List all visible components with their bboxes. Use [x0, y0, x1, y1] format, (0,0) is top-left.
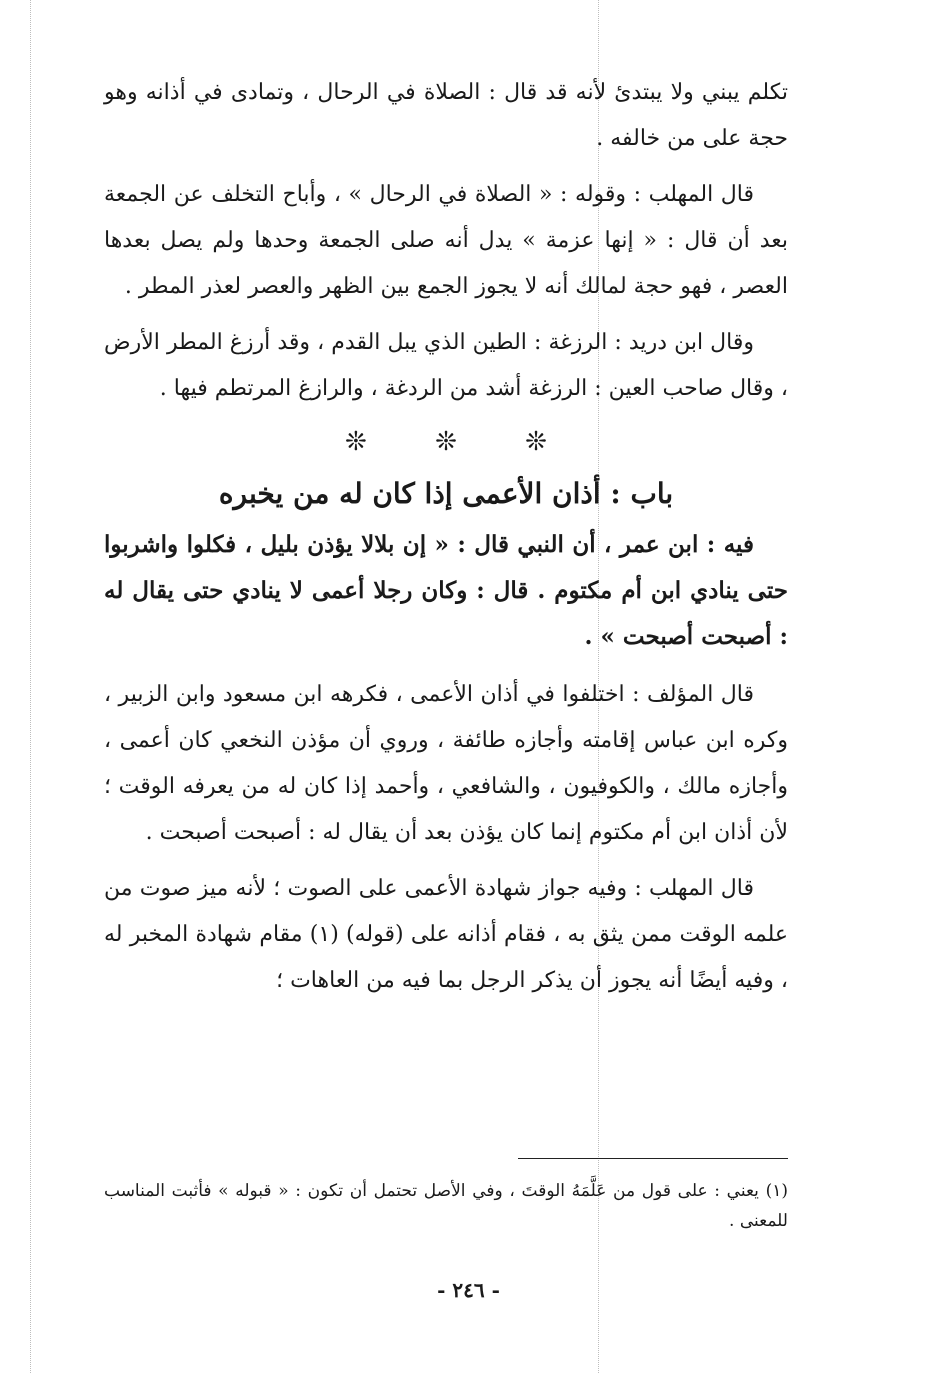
chapter-heading: باب : أذان الأعمى إذا كان له من يخبره: [218, 477, 674, 510]
paragraph-muhallab-commentary: قال المهلب : وفيه جواز شهادة الأعمى على الصوت ؛ لأنه ميز صوت من علمه الوقت ممن يثق به ، فقام أذانه على (قوله) (١) مقام شهادة المخبر له ، وفيه أيضًا أنه يجوز أن يذكر الرجل بما فيه من العاهات ؛: [104, 876, 788, 993]
paragraph-muhallab: قال المهلب : وقوله : « الصلاة في الرحال » ، وأباح التخلف عن الجمعة بعد أن قال : « إنها عزمة » يدل أنه صلى الجمعة وحدها ولم يصل بعدها العصر ، فهو حجة لمالك أنه لا يجوز الجمع بين الظهر والعصر لعذر المطر .: [104, 182, 788, 299]
section-separator: [104, 422, 788, 462]
paragraph-opening: تكلم يبني ولا يبتدئ لأنه قد قال : الصلاة في الرحال ، وتمادى في أذانه وهو حجة على من خالفه .: [104, 80, 788, 151]
separator-star-icon: ❊: [435, 427, 457, 457]
separator-star-icon: ❊: [525, 427, 547, 457]
page-body: [104, 70, 788, 1014]
footnote: (١) يعني : على قول من عَلَّمَهُ الوقتَ ، وفي الأصل تحتمل أن تكون : « قبوله » فأثبت المناسب للمعنى .: [104, 1181, 788, 1231]
paragraph-author-commentary: قال المؤلف : اختلفوا في أذان الأعمى ، فكرهه ابن مسعود وابن الزبير ، وكره ابن عباس إقامته وأجازه طائفة ، وروي أن مؤذن النخعي كان أعمى ، وأجازه مالك ، والكوفيون ، والشافعي ، وأحمد إذا كان له من يعرفه الوقت ؛ لأن أذان ابن أم مكتوم إنما كان يؤذن بعد أن يقال له : أصبحت أصبحت .: [104, 682, 788, 845]
separator-star-icon: ❊: [345, 427, 367, 457]
page-number: - ٢٤٦ -: [437, 1278, 500, 1302]
hadith-text: فيه : ابن عمر ، أن النبي قال : « إن بلالا يؤذن بليل ، فكلوا واشربوا حتى ينادي ابن أم مكتوم . قال : وكان رجلا أعمى لا ينادي حتى يقال له : أصبحت أصبحت » .: [104, 531, 788, 650]
paragraph-ibn-durayd: وقال ابن دريد : الرزغة : الطين الذي يبل القدم ، وقد أرزغ المطر الأرض ، وقال صاحب العين : الرزغة أشد من الردغة ، والرازغ المرتطم فيها .: [104, 330, 788, 401]
footnote-divider: [518, 1158, 788, 1159]
scan-fold-line: [30, 0, 31, 1373]
